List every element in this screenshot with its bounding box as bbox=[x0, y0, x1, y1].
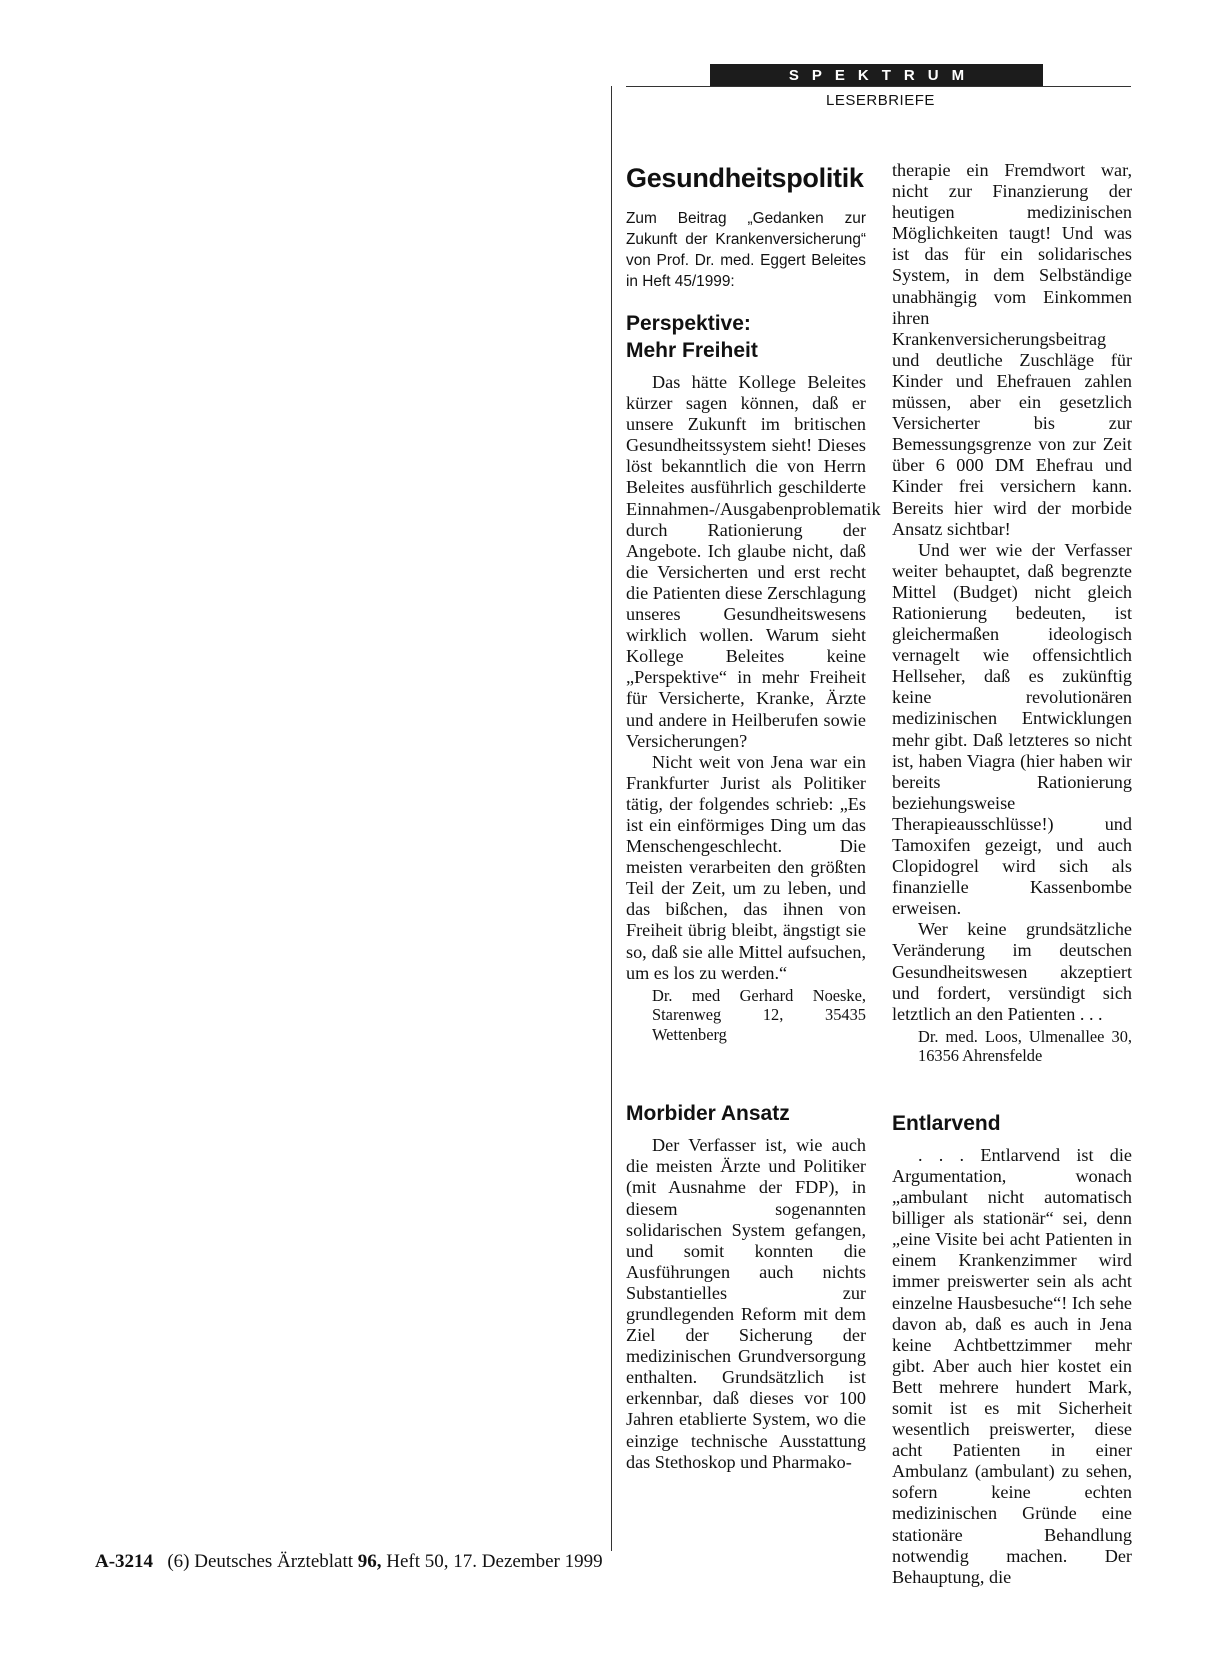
page-number: A-3214 bbox=[95, 1551, 154, 1572]
section-banner bbox=[710, 64, 1043, 86]
column-rule bbox=[611, 86, 612, 1551]
letter-heading-perspektive bbox=[626, 310, 866, 364]
heading-line: Morbider Ansatz bbox=[626, 1102, 790, 1126]
header-rule bbox=[626, 86, 1131, 87]
journal-issue: Heft 50, 17. Dezember 1999 bbox=[386, 1551, 603, 1572]
local-page-number: (6) bbox=[167, 1551, 190, 1572]
letter-paragraph: Der Verfasser ist, wie auch die meisten Ärzte und Politiker (mit Ausnahme der FDP), in diesem sogenannten solidarischen System gefangen, und somit konnten die Ausführungen auch nichts Substantielles zur grundlegenden Reform mit dem Ziel der Sicherung der medizinischen Grundversorgung enthalten. Grundsätzlich ist erkennbar, daß dieses vor 100 Jahren etablierte System, wo die einzige technische Ausstattung das Stethoskop und Pharmako- bbox=[626, 1135, 866, 1472]
letter-paragraph: Nicht weit von Jena war ein Frankfurter Jurist als Politiker tätig, der folgendes schrieb: „Es ist ein einförmiges Ding um das Menschengeschlecht. Die meisten verarbeiten den größten Teil der Zeit, um zu leben, und das bißchen, das ihnen von Freiheit übrig bleibt, ängstigt sie so, daß sie alle Mittel aufsuchen, um es los zu werden.“ bbox=[626, 751, 866, 983]
heading-line: Mehr Freiheit bbox=[626, 339, 758, 362]
letter-heading-morbider bbox=[626, 1100, 866, 1127]
article-intro: Zum Beitrag „Gedanken zur Zukunft der Krankenversicherung“ von Prof. Dr. med. Eggert Beleites in Heft 45/1999: bbox=[626, 210, 866, 290]
letter-paragraph: Das hätte Kollege Beleites kürzer sagen können, daß er unsere Zukunft im britischen Gesundheitssystem sieht! Dieses löst bekanntlich die von Herrn Beleites ausführlich geschilderte Einnahmen-/Ausgabenproblematik durch Rationierung der Angebote. Ich glaube nicht, daß die Versicherten und erst recht die Patienten diese Zerschlagung unseres Gesundheitswesens wirklich wollen. Warum sieht Kollege Beleites keine „Perspektive“ in mehr Freiheit für Versicherte, Kranke, Ärzte und andere in Heilberufen sowie Versicherungen? bbox=[626, 372, 881, 751]
heading-line: Perspektive: bbox=[626, 312, 751, 335]
letter-signature: Dr. med. Loos, Ulmenallee 30, 16356 Ahrensfelde bbox=[918, 1026, 1132, 1066]
letter-heading-entlarvend bbox=[892, 1110, 1132, 1137]
left-column bbox=[626, 160, 881, 1473]
article-spacer bbox=[626, 1044, 866, 1100]
letter-paragraph: . . . Entlarvend ist die Argumentation, wonach „ambulant nicht automatisch billiger als stationär“ sei, denn „eine Visite bei acht Patienten in einem Krankenzimmer wird immer preiswerter sein als acht einzelne Hausbesuche“! Ich sehe davon ab, daß es auch in Jena keine Achtbettzimmer mehr gibt. Aber auch hier kostet ein Bett mehrere hundert Mark, somit ist es mit Sicherheit wesentlich preiswerter, diese acht Patienten in einer Ambulanz (ambulant) zu sehen, sofern keine echten medizinischen Gründe eine stationäre Behandlung notwendig machen. Der Behauptung, die bbox=[892, 1144, 1132, 1587]
subsection-label: LESERBRIEFE bbox=[826, 92, 935, 109]
page-footer bbox=[95, 1551, 603, 1573]
letter-continuation: therapie ein Fremdwort war, nicht zur Finanzierung der heutigen medizinischen Möglichkeiten taugt! Und was ist das für ein solidarisches System, in dem Selbständige unabhängig vom Einkommen ihren Krankenversicherungsbeitrag und deutliche Zuschläge für Kinder und Ehefrauen zahlen müssen, aber ein gesetzlich Versicherter bis zur Bemessungsgrenze von zur Zeit über 6 000 DM Ehefrau und Kinder frei versichern kann. Bereits hier wird der morbide Ansatz sichtbar! bbox=[892, 160, 1132, 539]
article-spacer bbox=[892, 1066, 1132, 1110]
letter-signature: Dr. med Gerhard Noeske, Starenweg 12, 35435 Wettenberg bbox=[652, 985, 866, 1044]
heading-line: Entlarvend bbox=[892, 1111, 1001, 1135]
section-label: SPEKTRUM bbox=[788, 66, 978, 84]
right-column bbox=[892, 160, 1132, 1588]
letter-paragraph: Wer keine grundsätzliche Veränderung im deutschen Gesundheitswesen akzeptiert und fordert, versündigt sich letztlich an den Patienten . . . bbox=[892, 919, 1132, 1024]
journal-name: Deutsches Ärzteblatt bbox=[194, 1551, 354, 1572]
journal-volume: 96, bbox=[357, 1551, 382, 1572]
page-title: Gesundheitspolitik bbox=[626, 163, 864, 193]
letter-paragraph: Und wer wie der Verfasser weiter behauptet, daß begrenzte Mittel (Budget) nicht gleich Rationierung bedeuten, ist gleichermaßen ideologisch vernagelt wie offensichtlich Hellseher, daß es zukünftig keine revolutionären medizinischen Entwicklungen mehr gibt. Daß letzteres so nicht ist, haben Viagra (hier haben wir bereits Rationierung beziehungsweise Therapieausschlüsse!) und Tamoxifen gezeigt, und auch Clopidogrel wird sich als finanzielle Kassenbombe erweisen. bbox=[892, 539, 1132, 919]
